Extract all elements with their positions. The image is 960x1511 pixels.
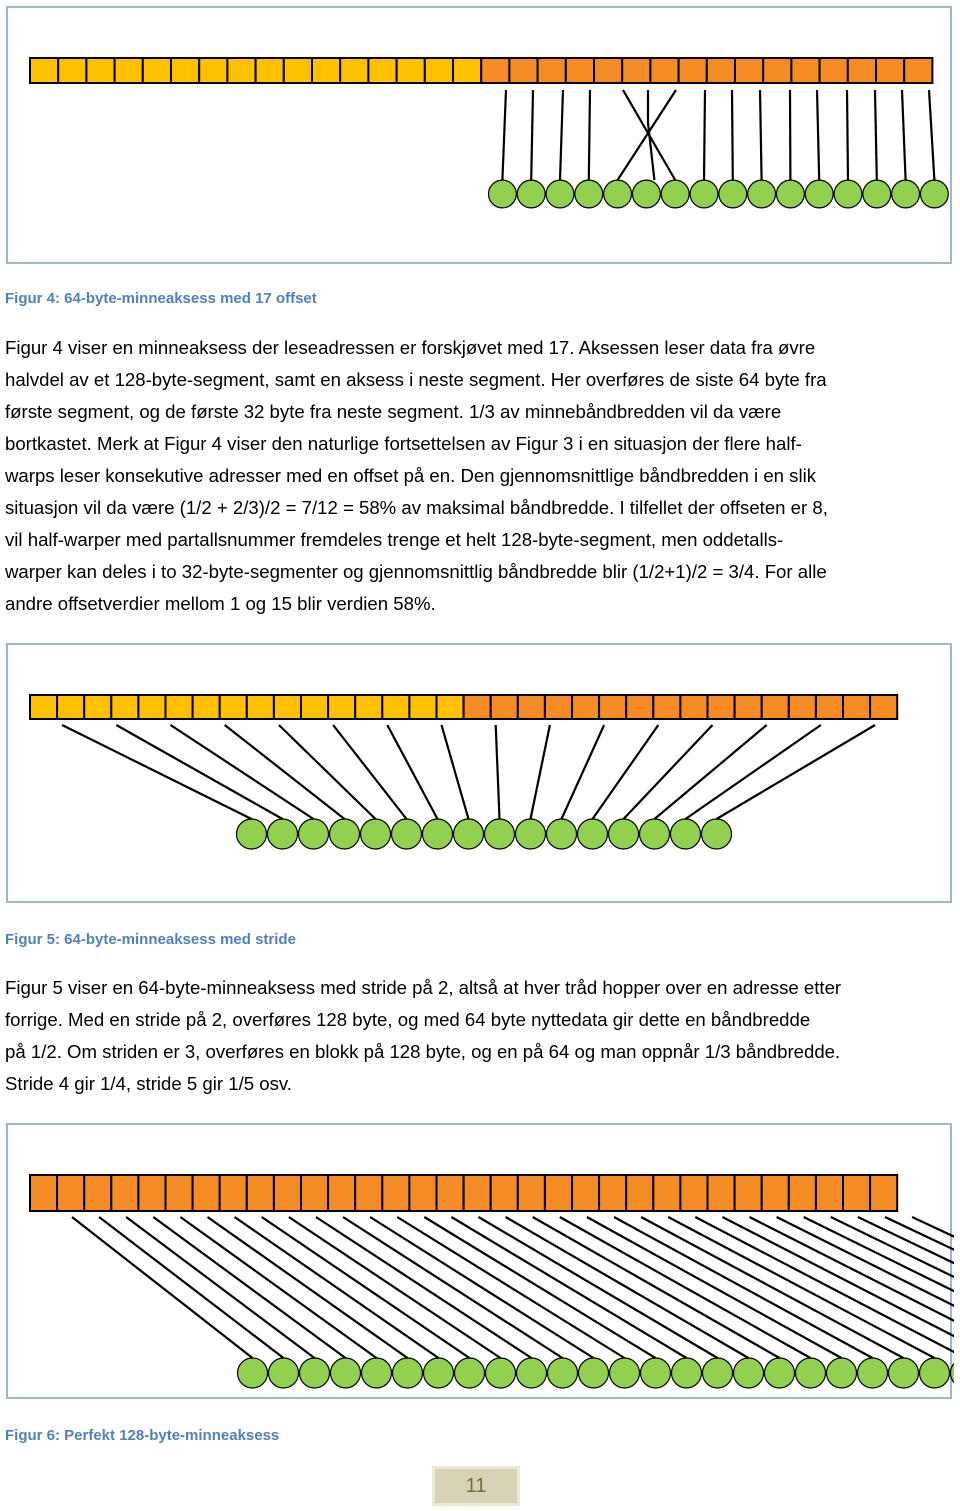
thread-circle <box>889 1358 919 1388</box>
memory-cell <box>566 58 594 83</box>
thread-circle <box>238 1358 268 1388</box>
thread-circle <box>765 1358 795 1388</box>
memory-cell <box>518 695 545 719</box>
memory-cell <box>735 695 762 719</box>
page-number: 11 <box>432 1466 520 1506</box>
memory-cell <box>30 695 57 719</box>
memory-cell <box>594 58 622 83</box>
thread-circle <box>269 1358 299 1388</box>
memory-cell <box>166 695 193 719</box>
text-line: Figur 4 viser en minneaksess der leseadressen er forskjøvet med 17. Aksessen leser data fra øvre <box>5 337 816 358</box>
thread-circle <box>834 180 862 208</box>
text-line: vil half-warper med partallsnummer fremdeles trenge et helt 128-byte-segment, men oddetalls- <box>5 529 784 550</box>
thread-circle <box>547 819 577 849</box>
memory-cell <box>274 1175 301 1211</box>
memory-cell <box>115 58 143 83</box>
memory-cell <box>843 695 870 719</box>
access-line <box>562 725 605 819</box>
thread-circle <box>920 1358 950 1388</box>
memory-cell <box>437 1175 464 1211</box>
memory-cell <box>111 1175 138 1211</box>
memory-cell <box>58 58 86 83</box>
thread-circle <box>671 819 701 849</box>
thread-circle <box>796 1358 826 1388</box>
memory-cell <box>735 1175 762 1211</box>
thread-circle <box>575 180 603 208</box>
memory-cell <box>409 695 436 719</box>
thread-circle <box>517 1358 547 1388</box>
access-line <box>531 90 533 180</box>
figure-5-frame <box>6 643 952 903</box>
thread-circle <box>703 1358 733 1388</box>
memory-cell <box>876 58 904 83</box>
thread-circle <box>330 819 360 849</box>
figure-6-diagram <box>8 1125 954 1401</box>
memory-cell <box>247 695 274 719</box>
access-line <box>116 725 282 819</box>
thread-circle <box>641 1358 671 1388</box>
memory-cell <box>30 58 58 83</box>
memory-cell <box>708 1175 735 1211</box>
memory-cell <box>111 695 138 719</box>
thread-circle <box>361 819 391 849</box>
thread-circle <box>489 180 517 208</box>
figure-5-diagram <box>8 645 954 905</box>
figure-4-caption: Figur 4: 64-byte-minneaksess med 17 offset <box>5 290 317 307</box>
thread-circle <box>748 180 776 208</box>
text-line: Figur 5 viser en 64-byte-minneaksess med stride på 2, altså at hver tråd hopper over en adresse etter <box>5 977 842 998</box>
access-line <box>732 90 733 180</box>
thread-circle <box>892 180 920 208</box>
thread-circle <box>827 1358 857 1388</box>
memory-cell <box>904 58 932 83</box>
thread-circle <box>690 180 718 208</box>
memory-cell <box>355 1175 382 1211</box>
memory-cell <box>84 695 111 719</box>
memory-cell <box>820 58 848 83</box>
memory-cell <box>572 1175 599 1211</box>
thread-circle <box>300 1358 330 1388</box>
thread-circle <box>640 819 670 849</box>
memory-cell <box>680 695 707 719</box>
access-line <box>126 1217 314 1358</box>
text-line: Stride 4 gir 1/4, stride 5 gir 1/5 osv. <box>5 1073 292 1094</box>
memory-cell <box>626 695 653 719</box>
paragraph-offset <box>5 332 955 620</box>
memory-cell <box>762 1175 789 1211</box>
memory-cell <box>491 695 518 719</box>
figure-5-caption: Figur 5: 64-byte-minneaksess med stride <box>5 931 296 948</box>
access-line <box>624 725 713 819</box>
access-line <box>531 725 550 819</box>
thread-circle <box>392 819 422 849</box>
memory-cell <box>843 1175 870 1211</box>
thread-circle <box>805 180 833 208</box>
memory-cell <box>762 695 789 719</box>
memory-cell <box>789 695 816 719</box>
memory-cell <box>453 58 481 83</box>
memory-cell <box>220 695 247 719</box>
memory-cell <box>328 695 355 719</box>
memory-cell <box>572 695 599 719</box>
memory-cell <box>599 1175 626 1211</box>
memory-cell <box>653 1175 680 1211</box>
memory-cell <box>284 58 312 83</box>
memory-cell <box>791 58 819 83</box>
access-line <box>929 90 934 180</box>
access-line <box>655 725 767 819</box>
access-line <box>875 90 877 180</box>
memory-cell <box>301 695 328 719</box>
thread-circle <box>423 819 453 849</box>
memory-cell <box>599 695 626 719</box>
text-line: første segment, og de første 32 byte fra neste segment. 1/3 av minnebåndbredden vil da være <box>5 401 782 422</box>
memory-cell <box>763 58 791 83</box>
memory-cell <box>680 1175 707 1211</box>
memory-cell <box>138 695 165 719</box>
thread-circle <box>268 819 298 849</box>
memory-cell <box>518 1175 545 1211</box>
memory-cell <box>166 1175 193 1211</box>
access-line <box>235 1217 439 1358</box>
access-line <box>496 725 500 819</box>
memory-cell <box>626 1175 653 1211</box>
memory-cell <box>382 695 409 719</box>
memory-cell <box>425 58 453 83</box>
memory-cell <box>481 58 509 83</box>
thread-circle <box>661 180 689 208</box>
memory-cell <box>368 58 396 83</box>
memory-cell <box>84 1175 111 1211</box>
access-line <box>262 1217 470 1358</box>
memory-cell <box>509 58 537 83</box>
access-line <box>704 90 705 180</box>
memory-cell <box>707 58 735 83</box>
memory-cell <box>86 58 114 83</box>
memory-cell <box>247 1175 274 1211</box>
thread-circle <box>546 180 574 208</box>
access-line <box>817 90 819 180</box>
memory-cell <box>328 1175 355 1211</box>
thread-circle <box>858 1358 888 1388</box>
memory-cell <box>538 58 566 83</box>
memory-cell <box>622 58 650 83</box>
figure-4-frame <box>6 6 952 264</box>
thread-circle <box>672 1358 702 1388</box>
paragraph-stride <box>5 972 955 1100</box>
access-line <box>593 725 659 819</box>
thread-circle <box>702 819 732 849</box>
access-line <box>502 90 506 180</box>
thread-circle <box>734 1358 764 1388</box>
memory-cell <box>227 58 255 83</box>
access-line <box>442 725 469 819</box>
memory-cell <box>382 1175 409 1211</box>
text-line: andre offsetverdier mellom 1 og 15 blir verdien 58%. <box>5 593 436 614</box>
memory-cell <box>193 695 220 719</box>
memory-cell <box>679 58 707 83</box>
memory-cell <box>355 695 382 719</box>
text-line: situasjon vil da være (1/2 + 2/3)/2 = 7/12 = 58% av maksimal båndbredde. I tilfellet der offseten er 8, <box>5 497 828 518</box>
access-line <box>72 1217 253 1358</box>
text-line: halvdel av et 128-byte-segment, samt en aksess i neste segment. Her overføres de siste 64 byte fra <box>5 369 827 390</box>
memory-cell <box>789 1175 816 1211</box>
access-line <box>153 1217 345 1358</box>
text-line: warper kan deles i to 32-byte-segmenter og gjennomsnittlig båndbredde blir (1/2+1)/2 = 3/4. For alle <box>5 561 827 582</box>
thread-circle <box>516 819 546 849</box>
memory-cell <box>256 58 284 83</box>
text-line: på 1/2. Om striden er 3, overføres en blokk på 128 byte, og en på 64 og man oppnår 1/3 båndbredde. <box>5 1041 841 1062</box>
memory-cell <box>735 58 763 83</box>
memory-cell <box>816 1175 843 1211</box>
memory-cell <box>193 1175 220 1211</box>
thread-circle <box>921 180 949 208</box>
memory-cell <box>464 695 491 719</box>
memory-cell <box>437 695 464 719</box>
access-line <box>847 90 848 180</box>
memory-cell <box>312 58 340 83</box>
memory-cell <box>199 58 227 83</box>
thread-circle <box>455 1358 485 1388</box>
thread-circle <box>777 180 805 208</box>
memory-cell <box>545 695 572 719</box>
thread-circle <box>331 1358 361 1388</box>
thread-circle <box>578 819 608 849</box>
thread-circle <box>362 1358 392 1388</box>
memory-cell <box>57 1175 84 1211</box>
text-line: forrige. Med en stride på 2, overføres 128 byte, og med 64 byte nyttedata gir dette en båndbredde <box>5 1009 811 1030</box>
thread-circle <box>610 1358 640 1388</box>
access-line <box>760 90 762 180</box>
memory-cell <box>340 58 368 83</box>
thread-circle <box>517 180 545 208</box>
memory-cell <box>397 58 425 83</box>
thread-circle <box>424 1358 454 1388</box>
thread-circle <box>604 180 632 208</box>
thread-circle <box>454 819 484 849</box>
access-line <box>560 90 563 180</box>
memory-cell <box>848 58 876 83</box>
access-line <box>589 90 590 180</box>
memory-cell <box>30 1175 57 1211</box>
memory-cell <box>816 695 843 719</box>
thread-circle <box>485 819 515 849</box>
memory-cell <box>870 1175 897 1211</box>
memory-cell <box>220 1175 247 1211</box>
memory-cell <box>491 1175 518 1211</box>
memory-cell <box>464 1175 491 1211</box>
thread-circle <box>393 1358 423 1388</box>
thread-circle <box>548 1358 578 1388</box>
figure-6-caption: Figur 6: Perfekt 128-byte-minneaksess <box>5 1427 280 1444</box>
access-line <box>99 1217 283 1358</box>
thread-circle <box>299 819 329 849</box>
memory-cell <box>870 695 897 719</box>
figure-6-frame <box>6 1123 952 1399</box>
access-line <box>686 725 821 819</box>
thread-circle <box>486 1358 516 1388</box>
thread-circle <box>719 180 747 208</box>
memory-cell <box>171 58 199 83</box>
access-line <box>717 725 876 819</box>
memory-cell <box>143 58 171 83</box>
memory-cell <box>301 1175 328 1211</box>
thread-circle <box>609 819 639 849</box>
memory-cell <box>57 695 84 719</box>
access-line <box>62 725 251 819</box>
access-line <box>902 90 906 180</box>
memory-cell <box>708 695 735 719</box>
access-line <box>289 1217 501 1358</box>
thread-circle <box>237 819 267 849</box>
thread-circle <box>951 1358 955 1388</box>
figure-4-diagram <box>8 8 954 266</box>
access-line <box>370 1217 593 1358</box>
memory-cell <box>138 1175 165 1211</box>
memory-cell <box>545 1175 572 1211</box>
thread-circle <box>579 1358 609 1388</box>
memory-cell <box>274 695 301 719</box>
memory-cell <box>409 1175 436 1211</box>
memory-cell <box>653 695 680 719</box>
access-line <box>397 1217 624 1358</box>
text-line: bortkastet. Merk at Figur 4 viser den naturlige fortsettelsen av Figur 3 i en situasjon der flere half- <box>5 433 802 454</box>
thread-circle <box>863 180 891 208</box>
text-line: warps leser konsekutive adresser med en offset på en. Den gjennomsnittlige båndbredden i en slik <box>5 465 817 486</box>
thread-circle <box>633 180 661 208</box>
memory-cell <box>650 58 678 83</box>
